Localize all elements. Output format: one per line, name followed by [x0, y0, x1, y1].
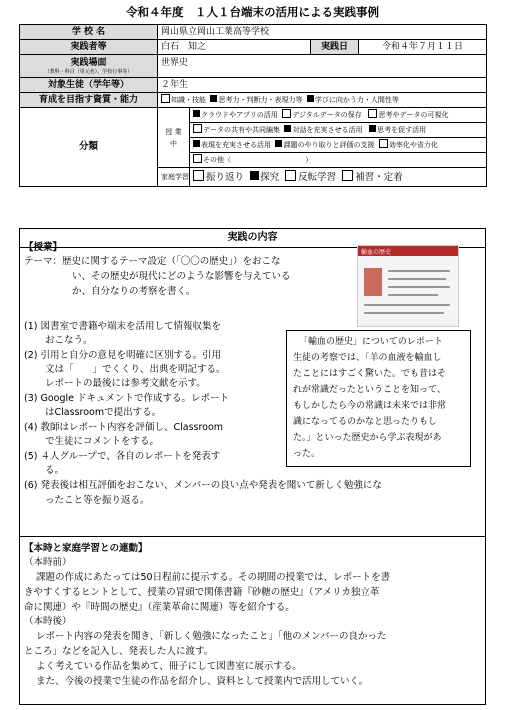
- info-table: [19, 24, 487, 187]
- checkbox-icon: [368, 109, 377, 118]
- class-option: デジタルデータの保存: [292, 111, 362, 119]
- class-label: 授 業 中: [158, 108, 190, 168]
- practitioner-name: 白石 知之: [158, 40, 311, 55]
- after-line: また、今後の授業で生徒の作品を紹介し、資料として授業内で活用していく。: [36, 676, 369, 687]
- note-line: 「輸血の歴史」についてのレポート: [299, 337, 443, 347]
- other-option: その他（: [203, 156, 231, 164]
- class-option: 課題のやり取りと評価の支援: [283, 141, 375, 149]
- link-header: 【本時と家庭学習との連動】: [24, 543, 148, 554]
- step-line: レポートの最後には参考文献を示す。: [45, 378, 206, 389]
- step-line: はClassroomで提出する。: [45, 407, 162, 418]
- filled-square-icon: [250, 171, 259, 180]
- classification-label: 分類: [20, 108, 158, 187]
- content-section-title: 実践の内容: [20, 229, 485, 248]
- ability-label: 育成を目指す資質・能力: [20, 93, 158, 108]
- filled-square-icon: [307, 95, 314, 102]
- before-line: 課題の作成にあたっては50日程前に提示する。その期間の授業では、レポートを書: [36, 572, 391, 583]
- checkbox-icon: [193, 170, 204, 181]
- filled-square-icon: [193, 110, 200, 117]
- student-comment-box: [286, 330, 471, 467]
- class-option: 思考やデータの可視化: [378, 111, 449, 119]
- scene-value: 世界史: [158, 55, 487, 78]
- class-option: クラウドやアプリの活用: [201, 111, 278, 119]
- note-line: った。: [293, 449, 321, 459]
- checkbox-icon: [161, 94, 170, 103]
- note-line: 生徒の考察では、「羊の血液を輸血し: [293, 353, 442, 363]
- step-line: る。: [45, 465, 65, 476]
- checkbox-icon: [285, 170, 296, 181]
- class-option: 思考を促す活用: [377, 126, 427, 134]
- photo-heading: 輸血の歴史: [361, 249, 392, 256]
- photo-text-line: [388, 270, 450, 272]
- before-line: きやすくするヒントとして、授業の冒頭で関係書籍『砂糖の歴史』（アメリカ独立革: [24, 587, 380, 598]
- before-line: 命に関連）や『時間の歴史』（産業革命に関連）等を紹介する。: [24, 602, 295, 613]
- home-option: 探究: [260, 172, 280, 183]
- home-options: [190, 168, 487, 187]
- step-line: (1) 図書室で書籍や端末を活用して情報収集を: [24, 321, 221, 332]
- ability-option: 知識・技能: [171, 96, 206, 104]
- filled-square-icon: [275, 140, 282, 147]
- filled-square-icon: [284, 125, 291, 132]
- after-line: ところ」などを記入し、発表した人に渡す。: [24, 646, 214, 657]
- step-line: (6) 発表後は相互評価をおこない、メンバーの良い点や発表を聞いて新しく勉強にな: [24, 480, 382, 491]
- class-option: 表現を充実させる活用: [201, 141, 271, 149]
- target-value: ２年生: [158, 78, 487, 93]
- class-option: データの共有や共同編集: [203, 126, 280, 134]
- photo-text-line: [388, 294, 438, 296]
- step-line: (4) 教師はレポート内容を評価し、Classroom: [24, 422, 224, 433]
- checkbox-icon: [282, 109, 291, 118]
- after-line: レポート内容の発表を聞き、「新しく勉強になったこと」「他のメンバーの良かった: [36, 631, 387, 642]
- home-option: 補習・定着: [355, 172, 403, 183]
- class-option: 対話を充実させる活用: [292, 126, 363, 134]
- school-name: 岡山県立岡山工業高等学校: [158, 25, 487, 40]
- scene-label: 実践場面: [70, 58, 107, 68]
- checkbox-icon: [342, 170, 353, 181]
- photo-text-line: [364, 304, 450, 306]
- scene-label-cell: [20, 55, 158, 78]
- checkbox-icon: [193, 124, 202, 133]
- scene-sub-label: （教科・科目（単元名）、学校行事等）: [44, 69, 133, 75]
- home-option: 振り返り: [206, 172, 245, 183]
- lesson-header: 【授業】: [24, 242, 63, 253]
- after-line: よく考えている作品を集めて、冊子にして図書室に展示する。: [36, 661, 302, 672]
- checkbox-icon: [379, 139, 388, 148]
- checkbox-icon: [193, 154, 202, 163]
- home-option: 反転学習: [298, 172, 337, 183]
- photo-text-line: [364, 312, 444, 314]
- step-line: (3) Google ドキュメントで作成する。レポート: [24, 393, 229, 404]
- photo-text-line: [388, 278, 446, 280]
- theme-line: テーマ：歴史に関するテーマ設定（「〇〇の歴史」）をおこな: [24, 256, 281, 267]
- section-divider: [19, 536, 486, 537]
- target-label: 対象生徒（学年等）: [20, 78, 158, 93]
- step-line: 文は「 」でくくり、出典を明記する。: [45, 364, 226, 375]
- note-line: もしかしたら今の常識は未来では非常: [293, 401, 447, 411]
- practitioner-label: 実践者等: [20, 40, 158, 55]
- class-option: 効率化や省力化: [388, 141, 438, 149]
- other-close: ）: [305, 156, 313, 164]
- note-line: れが常識だったということを知って、: [293, 385, 446, 395]
- after-header: （本時後）: [24, 616, 72, 627]
- home-label: 家庭学習: [158, 168, 190, 187]
- practice-date: 令和４年７月１１日: [359, 40, 487, 55]
- note-line: 識になってるのかなと思ったりもし: [293, 417, 438, 427]
- document-title: 令和４年度 １人１台端末の活用による実践事例: [126, 5, 379, 19]
- school-label: 学 校 名: [20, 25, 158, 40]
- filled-square-icon: [369, 125, 376, 132]
- theme-line: か、自分なりの考察を書く。: [72, 286, 196, 297]
- class-row-1: [190, 108, 487, 123]
- step-line: おこなう。: [45, 335, 93, 346]
- report-photo: [357, 245, 459, 327]
- note-line: たことにはすごく驚いた。でも昔はそ: [293, 369, 447, 379]
- filled-square-icon: [210, 95, 217, 102]
- ability-option: 学びに向かう力・人間性等: [314, 96, 399, 104]
- ability-option: 思考力・判断力・表現力等: [218, 96, 303, 104]
- theme-line: い、その歴史が現代にどのような影響を与えている: [72, 271, 291, 282]
- ability-options: [158, 93, 487, 108]
- step-line: ったこと等を振り返る。: [45, 495, 150, 506]
- step-line: で生徒にコメントをする。: [45, 436, 160, 447]
- note-line: た。」といった歴史から学ぶ表現があ: [293, 433, 442, 443]
- filled-square-icon: [193, 140, 200, 147]
- step-line: (5) ４人グループで、各自のレポートを発表す: [24, 451, 221, 462]
- class-row-2: [190, 123, 487, 138]
- class-row-other: [190, 153, 487, 168]
- step-line: (2) 引用と自分の意見を明確に区別する。引用: [24, 350, 221, 361]
- photo-illustration: [364, 268, 382, 296]
- before-header: （本時前）: [24, 557, 72, 568]
- date-label: 実践日: [311, 40, 359, 55]
- class-row-3: [190, 138, 487, 153]
- photo-text-line: [388, 286, 450, 288]
